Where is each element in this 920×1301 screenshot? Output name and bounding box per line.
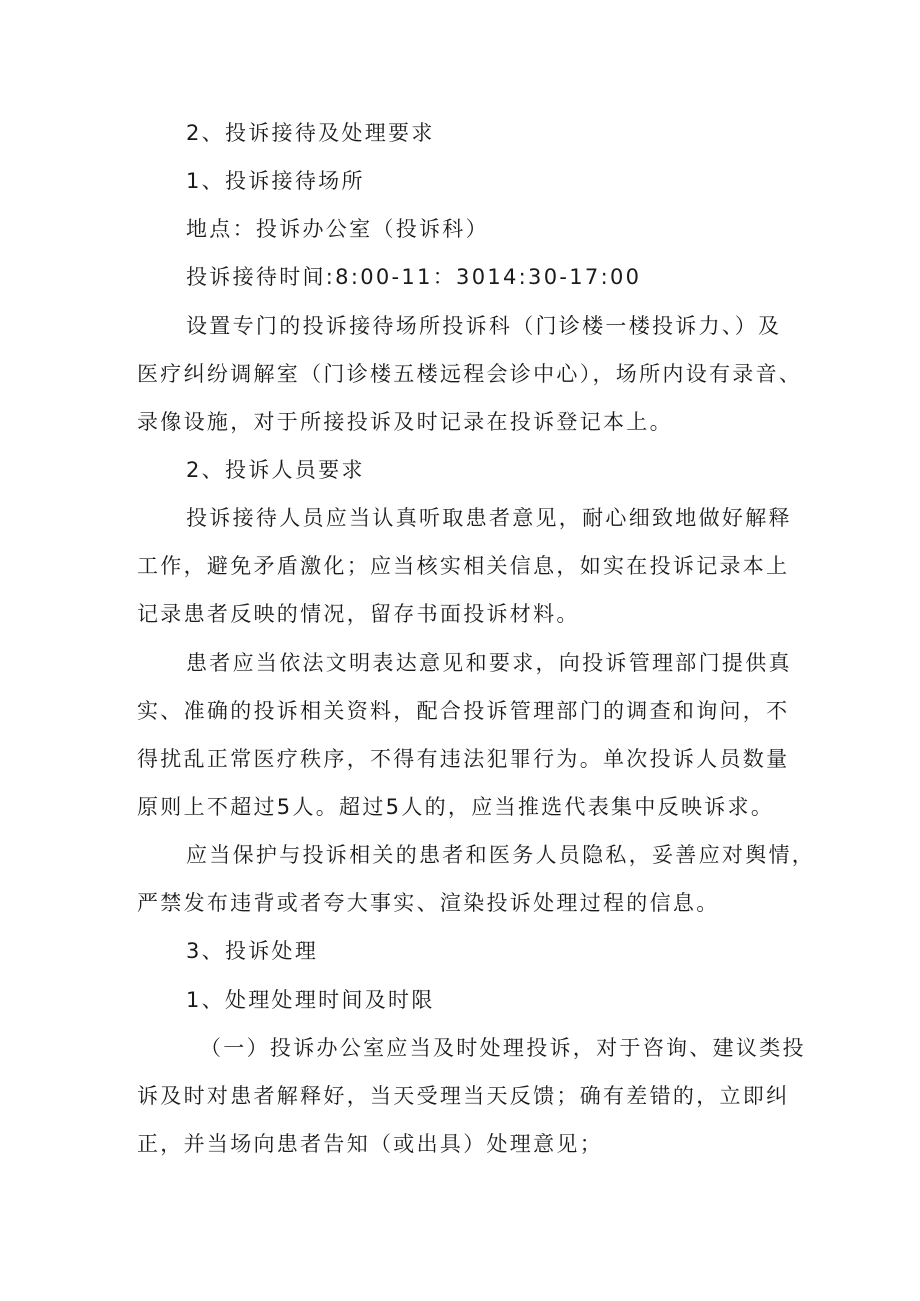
section-heading: 3、投诉处理 xyxy=(186,939,319,963)
paragraph-line: 正，并当场向患者告知（或出具）处理意见； xyxy=(137,1132,603,1156)
paragraph-line: 录像设施，对于所接投诉及时记录在投诉登记本上。 xyxy=(137,410,673,434)
paragraph-line: 设置专门的投诉接待场所投诉科（门诊楼一楼投诉力、）及 xyxy=(186,314,782,338)
paragraph-line: 投诉接待人员应当认真听取患者意见，耐心细致地做好解释 xyxy=(186,506,792,530)
paragraph-line: 得扰乱正常医疗秩序，不得有违法犯罪行为。单次投诉人员数量 xyxy=(137,747,790,771)
section-heading: 2、投诉接待及处理要求 xyxy=(186,121,435,145)
paragraph-line: 医疗纠纷调解室（门诊楼五楼远程会诊中心），场所内设有录音、 xyxy=(137,362,803,386)
paragraph-line: （一）投诉办公室应当及时处理投诉，对于咨询、建议类投 xyxy=(200,1036,806,1060)
paragraph-line: 严禁发布违背或者夸大事实、渲染投诉处理过程的信息。 xyxy=(137,891,720,915)
paragraph-line: 实、准确的投诉相关资料，配合投诉管理部门的调查和询问，不 xyxy=(137,699,790,723)
paragraph-line: 记录患者反映的情况，留存书面投诉材料。 xyxy=(137,602,580,626)
paragraph-line: 投诉接待时间:8:00-11：3014:30-17:00 xyxy=(186,265,642,289)
paragraph-line: 患者应当依法文明表达意见和要求，向投诉管理部门提供真 xyxy=(186,651,792,675)
subsection-heading: 1、处理处理时间及时限 xyxy=(186,988,435,1012)
paragraph-line: 原则上不超过5人。超过5人的，应当推选代表集中反映诉求。 xyxy=(137,795,775,819)
subsection-heading: 1、投诉接待场所 xyxy=(186,169,365,193)
paragraph-line: 工作，避免矛盾激化；应当核实相关信息，如实在投诉记录本上 xyxy=(137,554,790,578)
paragraph-line: 地点：投诉办公室（投诉科） xyxy=(186,217,489,241)
subsection-heading: 2、投诉人员要求 xyxy=(186,458,365,482)
paragraph-line: 应当保护与投诉相关的患者和医务人员隐私，妥善应对舆情， xyxy=(186,843,816,867)
paragraph-line: 诉及时对患者解释好，当天受理当天反馈；确有差错的，立即纠 xyxy=(137,1084,790,1108)
